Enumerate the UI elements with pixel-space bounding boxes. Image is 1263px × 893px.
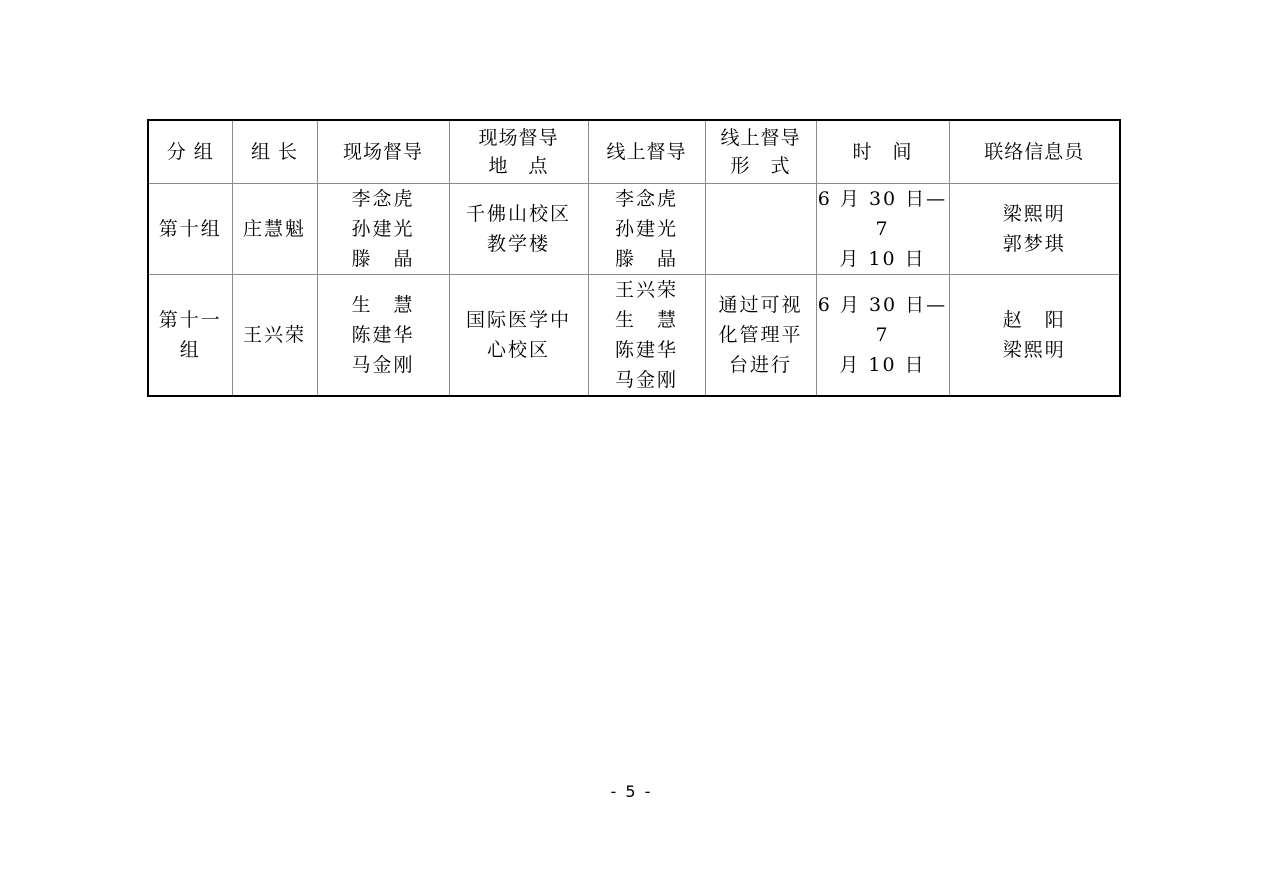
cell-time: 6 月 30 日—7 月 10 日: [816, 275, 949, 397]
supervision-schedule-table: [147, 119, 1121, 397]
cell-online-format: 通过可视 化管理平 台进行: [705, 275, 816, 397]
cell-liaison: 梁熙明 郭梦琪: [949, 184, 1120, 275]
header-liaison: 联络信息员: [949, 120, 1120, 184]
cell-onsite-location: 千佛山校区 教学楼: [449, 184, 588, 275]
cell-onsite-supervisors: 生 慧 陈建华 马金刚: [317, 275, 449, 397]
header-onsite-supervision: 现场督导: [317, 120, 449, 184]
table-row: [148, 275, 1120, 397]
cell-time: 6 月 30 日—7 月 10 日: [816, 184, 949, 275]
cell-online-supervisors: 王兴荣 生 慧 陈建华 马金刚: [588, 275, 705, 397]
cell-online-format: [705, 184, 816, 275]
header-leader: 组 长: [232, 120, 317, 184]
cell-group: 第十组: [148, 184, 232, 275]
cell-onsite-supervisors: 李念虎 孙建光 滕 晶: [317, 184, 449, 275]
cell-leader: 庄慧魁: [232, 184, 317, 275]
cell-online-supervisors: 李念虎 孙建光 滕 晶: [588, 184, 705, 275]
cell-leader: 王兴荣: [232, 275, 317, 397]
page-number: - 5 -: [610, 782, 653, 801]
header-onsite-location: 现场督导 地 点: [449, 120, 588, 184]
header-group: 分 组: [148, 120, 232, 184]
header-time: 时 间: [816, 120, 949, 184]
cell-liaison: 赵 阳 梁熙明: [949, 275, 1120, 397]
header-online-supervision: 线上督导: [588, 120, 705, 184]
header-online-format: 线上督导 形 式: [705, 120, 816, 184]
table-row: [148, 184, 1120, 275]
cell-onsite-location: 国际医学中 心校区: [449, 275, 588, 397]
cell-group: 第十一 组: [148, 275, 232, 397]
table-header-row: [148, 120, 1120, 184]
